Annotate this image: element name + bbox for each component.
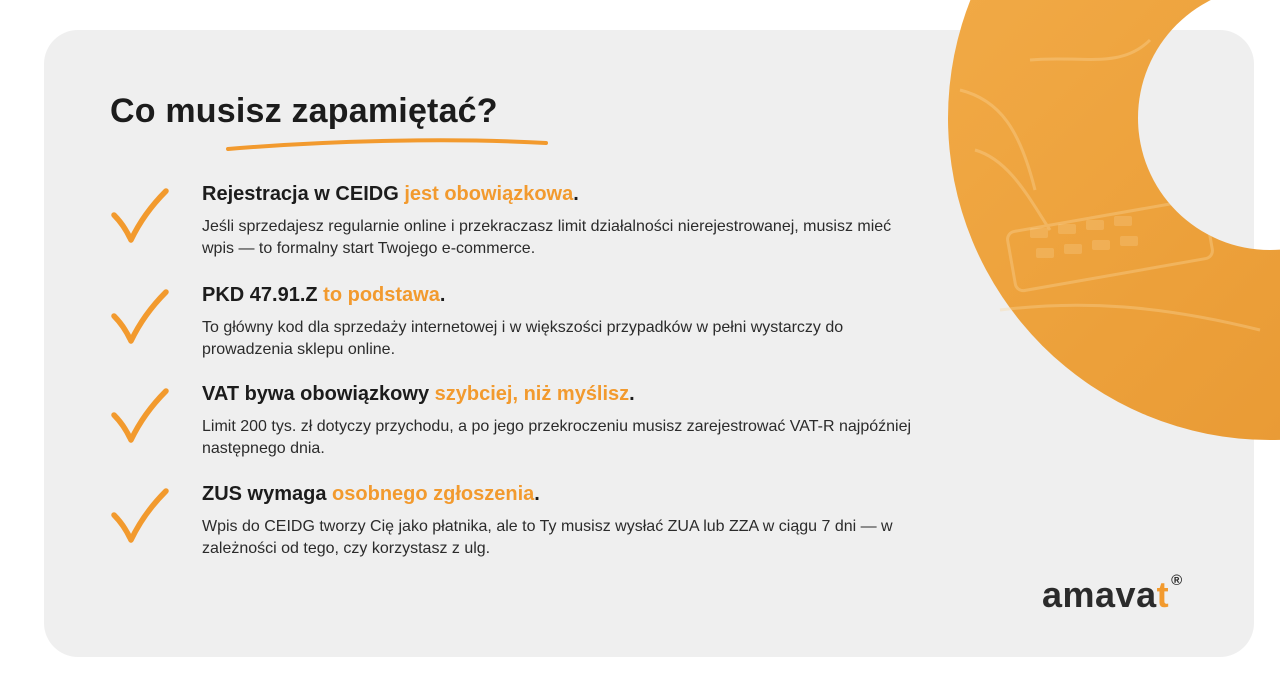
- item-description: To główny kod dla sprzedaży internetowej i w większości przypadków w pełni wystarczy do prowadzenia sklepu online.: [202, 319, 844, 358]
- item-heading: VAT bywa obowiązkowy szybciej, niż myślisz.: [202, 383, 635, 405]
- checkmark-icon: [110, 286, 170, 348]
- checkmark-icon: [110, 185, 170, 247]
- list-item: [110, 383, 930, 463]
- checkmark-icon: [110, 485, 170, 547]
- list-item: [110, 284, 930, 364]
- item-heading: Rejestracja w CEIDG jest obowiązkowa.: [202, 183, 579, 205]
- title-underline: [226, 134, 550, 154]
- list-item: [110, 483, 930, 563]
- list-item: [110, 183, 930, 263]
- page-title: Co musisz zapamiętać?: [110, 92, 498, 130]
- item-heading: PKD 47.91.Z to podstawa.: [202, 284, 446, 306]
- checkmark-icon: [110, 385, 170, 447]
- amavat-logo: amavat ®: [1042, 572, 1183, 615]
- item-description: Limit 200 tys. zł dotyczy przychodu, a po jego przekroczeniu musisz zarejestrować VAT-R najpóźniej następnego dnia.: [202, 418, 912, 457]
- item-description: Jeśli sprzedajesz regularnie online i przekraczasz limit działalności nierejestrowanej, musisz mieć wpis — to formalny start Twojego e-commerce.: [202, 218, 892, 257]
- item-heading: ZUS wymaga osobnego zgłoszenia.: [202, 483, 540, 505]
- item-description: Wpis do CEIDG tworzy Cię jako płatnika, ale to Ty musisz wysłać ZUA lub ZZA w ciągu 7 dni — w zależności od tego, czy korzystasz z ulg.: [202, 518, 893, 557]
